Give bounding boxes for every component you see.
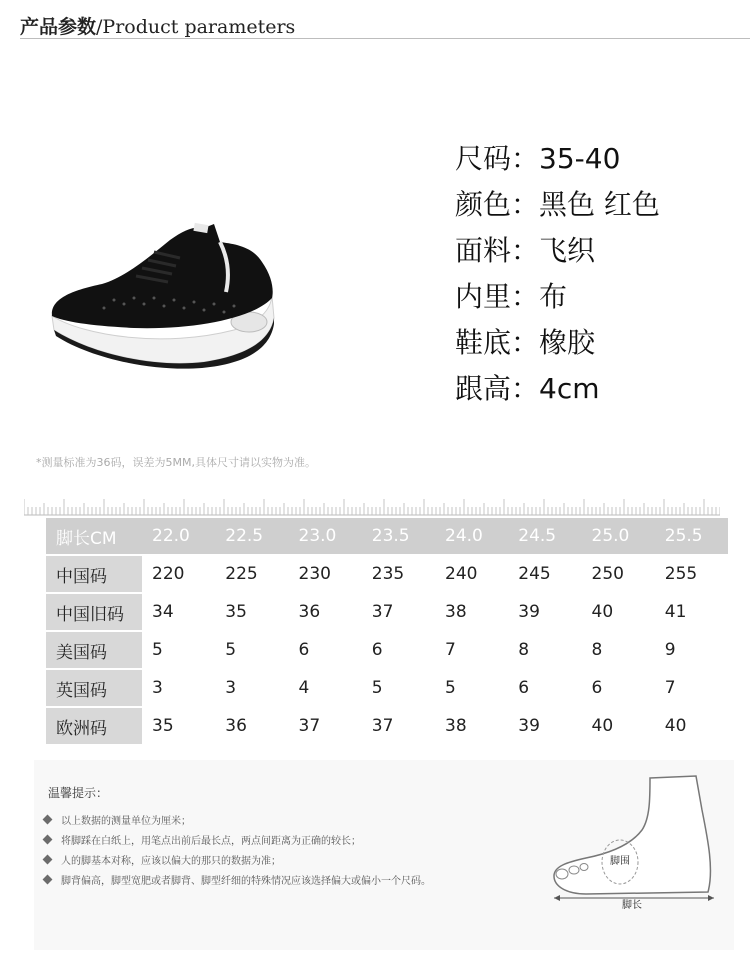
spec-row-size [455,136,660,182]
spec-value: 橡胶 [539,326,596,359]
table-cell: 40 [582,593,655,631]
table-header-cell: 23.5 [362,517,435,555]
spec-value: 黑色 红色 [539,188,660,221]
row-label: 中国旧码 [46,593,142,631]
spec-value: 飞织 [539,234,596,267]
spec-label: 尺码： [455,142,540,175]
diamond-bullet-icon [43,855,53,865]
tip-text: 人的脚基本对称，应该以偏大的那只的数据为准； [61,856,281,867]
table-cell: 6 [289,631,362,669]
ruler-decoration [24,496,720,516]
table-header-cell: 23.0 [289,517,362,555]
table-row [46,669,728,707]
spec-label: 鞋底： [455,326,540,359]
table-cell: 35 [215,593,288,631]
spec-list [455,136,660,412]
table-cell: 8 [508,631,581,669]
table-header-cell: 22.5 [215,517,288,555]
table-header-label: 脚长CM [46,517,142,555]
table-cell: 39 [508,593,581,631]
table-cell: 37 [362,707,435,745]
table-cell: 40 [655,707,728,745]
table-cell: 255 [655,555,728,593]
table-cell: 3 [142,669,215,707]
spec-label: 面料： [455,234,540,267]
tip-text: 将脚踩在白纸上，用笔点出前后最长点，两点间距离为正确的较长； [61,836,361,847]
table-cell: 39 [508,707,581,745]
measurement-note: *测量标准为36码，误差为5MM,具体尺寸请以实物为准。 [36,456,316,469]
table-cell: 8 [582,631,655,669]
table-cell: 9 [655,631,728,669]
page-header [0,0,750,40]
table-row [46,593,728,631]
length-label: 脚长 [622,900,642,910]
header-divider [20,38,750,39]
table-cell: 5 [435,669,508,707]
tips-title: 温馨提示： [48,786,109,800]
table-row [46,707,728,745]
spec-row-heel-height [455,366,660,412]
table-header-cell: 22.0 [142,517,215,555]
tip-item [44,874,431,890]
table-header-cell: 24.5 [508,517,581,555]
section-title-cn: 产品参数 [20,16,97,38]
spec-value: 布 [539,280,568,313]
row-label: 欧洲码 [46,707,142,745]
row-label: 中国码 [46,555,142,593]
tip-text: 脚背偏高，脚型宽肥或者脚背、脚型纤细的特殊情况应该选择偏大或偏小一个尺码。 [61,876,431,887]
table-cell: 250 [582,555,655,593]
spec-label: 颜色： [455,188,540,221]
table-cell: 5 [362,669,435,707]
spec-label: 内里： [455,280,540,313]
table-header-cell: 24.0 [435,517,508,555]
table-cell: 7 [435,631,508,669]
spec-value: 35-40 [539,142,621,175]
table-cell: 4 [289,669,362,707]
section-title-en: /Product parameters [96,16,296,38]
tip-item [44,854,281,870]
spec-row-sole [455,320,660,366]
spec-value: 4cm [539,372,600,405]
table-cell: 35 [142,707,215,745]
table-cell: 225 [215,555,288,593]
table-header-cell: 25.5 [655,517,728,555]
foot-measurement-diagram [546,770,732,910]
table-row [46,555,728,593]
spec-label: 跟高： [455,372,540,405]
table-cell: 6 [582,669,655,707]
table-cell: 41 [655,593,728,631]
table-cell: 5 [142,631,215,669]
tips-panel [34,760,734,950]
table-cell: 230 [289,555,362,593]
table-cell: 36 [215,707,288,745]
tip-item [44,834,361,850]
girth-label: 脚围 [610,856,630,867]
table-header-cell: 25.0 [582,517,655,555]
table-cell: 38 [435,707,508,745]
row-label: 英国码 [46,669,142,707]
diamond-bullet-icon [43,815,53,825]
table-cell: 240 [435,555,508,593]
table-cell: 34 [142,593,215,631]
table-header-row [46,517,728,555]
tip-text: 以上数据的测量单位为厘米； [61,816,191,827]
spec-row-lining [455,274,660,320]
table-cell: 235 [362,555,435,593]
table-cell: 6 [508,669,581,707]
table-cell: 37 [289,707,362,745]
size-table [46,516,728,746]
diamond-bullet-icon [43,875,53,885]
table-row [46,631,728,669]
table-cell: 220 [142,555,215,593]
table-cell: 3 [215,669,288,707]
table-cell: 6 [362,631,435,669]
table-cell: 38 [435,593,508,631]
spec-row-color [455,182,660,228]
spec-row-fabric [455,228,660,274]
section-title [20,12,295,39]
diamond-bullet-icon [43,835,53,845]
tip-item [44,814,191,830]
product-image-shoe [44,218,278,378]
table-cell: 40 [582,707,655,745]
table-cell: 7 [655,669,728,707]
table-cell: 37 [362,593,435,631]
table-cell: 36 [289,593,362,631]
table-cell: 245 [508,555,581,593]
table-cell: 5 [215,631,288,669]
row-label: 美国码 [46,631,142,669]
